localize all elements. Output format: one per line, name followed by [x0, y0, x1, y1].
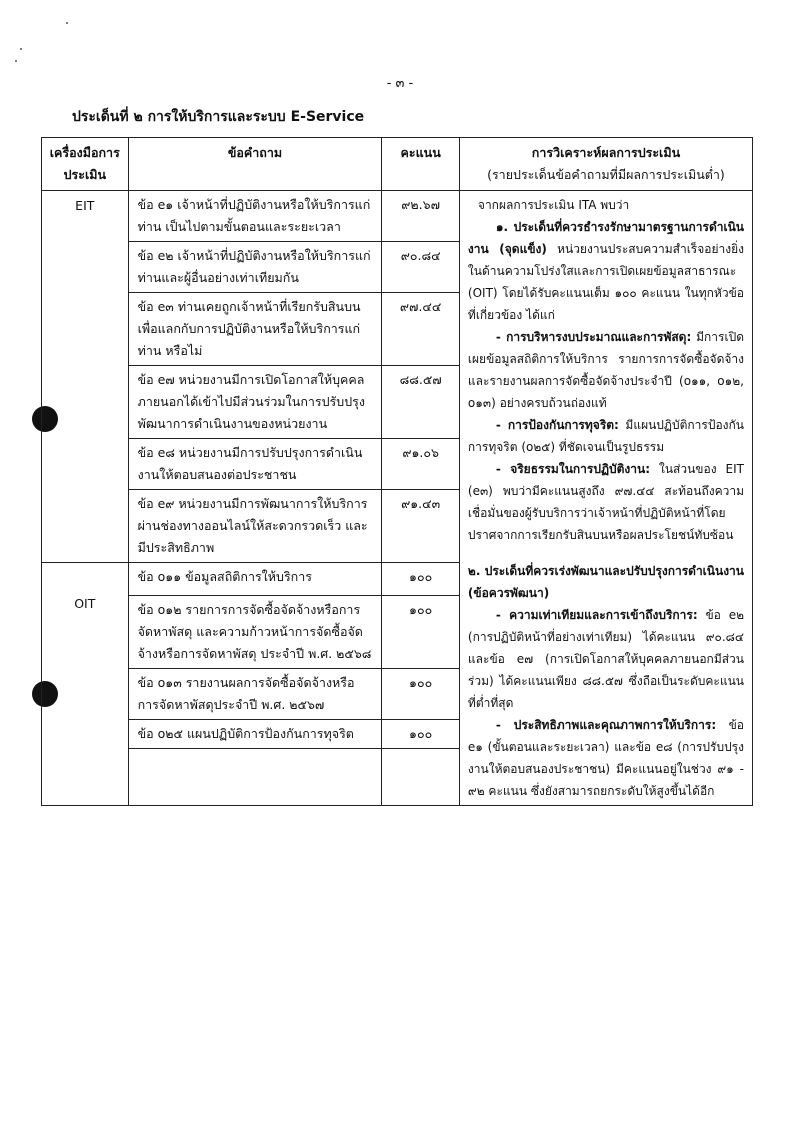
score-cell: ๑๐๐ — [382, 596, 460, 669]
question-cell: ข้อ o๑๑ ข้อมูลสถิติการให้บริการ — [128, 563, 382, 596]
analysis-intro: จากผลการประเมิน ITA พบว่า — [477, 198, 630, 212]
score-cell: ๙๑.๐๖ — [382, 439, 460, 490]
budget-body: มีการเปิดเผยข้อมูลสถิติการให้บริการ รายการการจัดซื้อจัดจ้าง และรายงานผลการจัดซื้อจัดจ้างประจำปี (o๑๑, o๑๒, o๑๓) อย่างครบถ้วนถ่องแท้ — [467, 330, 744, 410]
strengths-body: หน่วยงานประสบความสำเร็จอย่างยิ่งในด้านความโปร่งใสและการเปิดเผยข้อมูลสาธารณะ (OIT) โดยได้รับคะแนนเต็ม ๑๐๐ คะแนน ในทุกหัวข้อที่เกี่ยวข้อง ได้แก่ — [467, 242, 744, 322]
question-cell: ข้อ e๑ เจ้าหน้าที่ปฏิบัติงานหรือให้บริการแก่ท่าน เป็นไปตามขั้นตอนและระยะเวลา — [128, 191, 382, 242]
assessment-table — [41, 137, 753, 806]
header-tool: เครื่องมือการประเมิน — [42, 138, 129, 191]
question-cell: ข้อ e๙ หน่วยงานมีการพัฒนาการให้บริการผ่านช่องทางออนไลน์ให้สะดวกรวดเร็ว และมีประสิทธิภาพ — [128, 490, 382, 563]
ethics-body: ในส่วนของ EIT (e๓) พบว่ามีคะแนนสูงถึง ๙๗.๔๔ สะท้อนถึงความเชื่อมั่นของผู้รับบริการว่าเจ้าหน้าที่ปฏิบัติหน้าที่โดยปราศจากการเรียกรับสินบนหรือผลประโยชน์ทับซ้อน — [467, 462, 744, 542]
table-row — [42, 191, 753, 242]
tool-eit: EIT — [42, 191, 129, 563]
efficiency-body: ข้อ e๑ (ขั้นตอนและระยะเวลา) และข้อ e๘ (การปรับปรุงงานให้ตอบสนองประชาชน) มีคะแนนอยู่ในช่วง ๙๑ - ๙๒ คะแนน ซึ่งยังสามารถยกระดับให้สูงขึ้นได้อีก — [467, 718, 744, 798]
analysis-cell — [459, 191, 752, 806]
anticorruption-body: มีแผนปฏิบัติการป้องกันการทุจริต (o๒๕) ที่ชัดเจนเป็นรูปธรรม — [467, 418, 744, 454]
table-header-row — [42, 138, 753, 191]
header-analysis — [459, 138, 752, 191]
question-cell: ข้อ e๗ หน่วยงานมีการเปิดโอกาสให้บุคคลภายนอกได้เข้าไปมีส่วนร่วมในการปรับปรุงพัฒนาการดำเนินงานของหน่วยงาน — [128, 366, 382, 439]
question-cell-empty — [128, 749, 382, 806]
question-cell: ข้อ o๒๕ แผนปฏิบัติการป้องกันการทุจริต — [128, 720, 382, 749]
header-analysis-subtitle: (รายประเด็นข้อคำถามที่มีผลการประเมินต่ำ) — [487, 167, 725, 182]
question-cell: ข้อ o๑๒ รายการการจัดซื้อจัดจ้างหรือการจัดหาพัสดุ และความก้าวหน้าการจัดซื้อจัดจ้างหรือการจัดหาพัสดุ ประจำปี พ.ศ. ๒๕๖๘ — [128, 596, 382, 669]
equality-body: ข้อ e๒ (การปฏิบัติหน้าที่อย่างเท่าเทียม) ได้คะแนน ๙๐.๘๔ และข้อ e๗ (การเปิดโอกาสให้บุคคลภายนอกมีส่วนร่วม) ได้คะแนนเพียง ๘๘.๕๗ ซึ่งถือเป็นระดับคะแนนที่ต่ำที่สุด — [467, 608, 744, 710]
scan-speck — [20, 48, 22, 50]
analysis-budget — [468, 326, 744, 414]
question-cell: ข้อ e๓ ท่านเคยถูกเจ้าหน้าที่เรียกรับสินบน เพื่อแลกกับการปฏิบัติงานหรือให้บริการแก่ท่าน หรือไม่ — [128, 293, 382, 366]
score-cell: ๙๑.๔๓ — [382, 490, 460, 563]
analysis-ethics — [468, 458, 744, 546]
scan-speck — [15, 60, 17, 62]
score-cell: ๙๒.๖๗ — [382, 191, 460, 242]
anticorruption-heading: - การป้องกันการทุจริต: — [495, 418, 619, 432]
score-cell: ๑๐๐ — [382, 563, 460, 596]
question-cell: ข้อ o๑๓ รายงานผลการจัดซื้อจัดจ้างหรือการจัดหาพัสดุประจำปี พ.ศ. ๒๕๖๗ — [128, 669, 382, 720]
header-score: คะแนน — [382, 138, 460, 191]
analysis-strengths — [468, 216, 744, 326]
score-cell: ๘๘.๕๗ — [382, 366, 460, 439]
analysis-efficiency — [468, 714, 744, 802]
analysis-improvements-heading: ๒. ประเด็นที่ควรเร่งพัฒนาและปรับปรุงการดำเนินงาน (ข้อควรพัฒนา) — [467, 564, 744, 600]
analysis-anticorruption — [468, 414, 744, 458]
efficiency-heading: - ประสิทธิภาพและคุณภาพการให้บริการ: — [495, 718, 717, 732]
score-cell: ๑๐๐ — [382, 720, 460, 749]
section-heading: ประเด็นที่ ๒ การให้บริการและระบบ E-Service — [72, 109, 365, 125]
budget-heading: - การบริหารงบประมาณและการพัสดุ: — [495, 330, 692, 344]
page-number: - ๓ - — [386, 76, 414, 91]
header-analysis-title: การวิเคราะห์ผลการประเมิน — [531, 145, 681, 160]
question-cell: ข้อ e๘ หน่วยงานมีการปรับปรุงการดำเนินงานให้ตอบสนองต่อประชาชน — [128, 439, 382, 490]
score-cell: ๑๐๐ — [382, 669, 460, 720]
score-cell: ๙๗.๔๔ — [382, 293, 460, 366]
ethics-heading: - จริยธรรมในการปฏิบัติงาน: — [495, 462, 651, 476]
score-cell: ๙๐.๘๔ — [382, 242, 460, 293]
score-cell-empty — [382, 749, 460, 806]
header-question: ข้อคำถาม — [128, 138, 382, 191]
analysis-equality — [468, 604, 744, 714]
equality-heading: - ความเท่าเทียมและการเข้าถึงบริการ: — [495, 608, 698, 622]
tool-oit: OIT — [42, 563, 129, 806]
question-cell: ข้อ e๒ เจ้าหน้าที่ปฏิบัติงานหรือให้บริการแก่ท่านและผู้อื่นอย่างเท่าเทียมกัน — [128, 242, 382, 293]
strengths-heading: ๑. ประเด็นที่ควรธำรงรักษามาตรฐานการดำเนินงาน (จุดแข็ง) — [467, 220, 744, 256]
scan-speck — [66, 22, 68, 24]
